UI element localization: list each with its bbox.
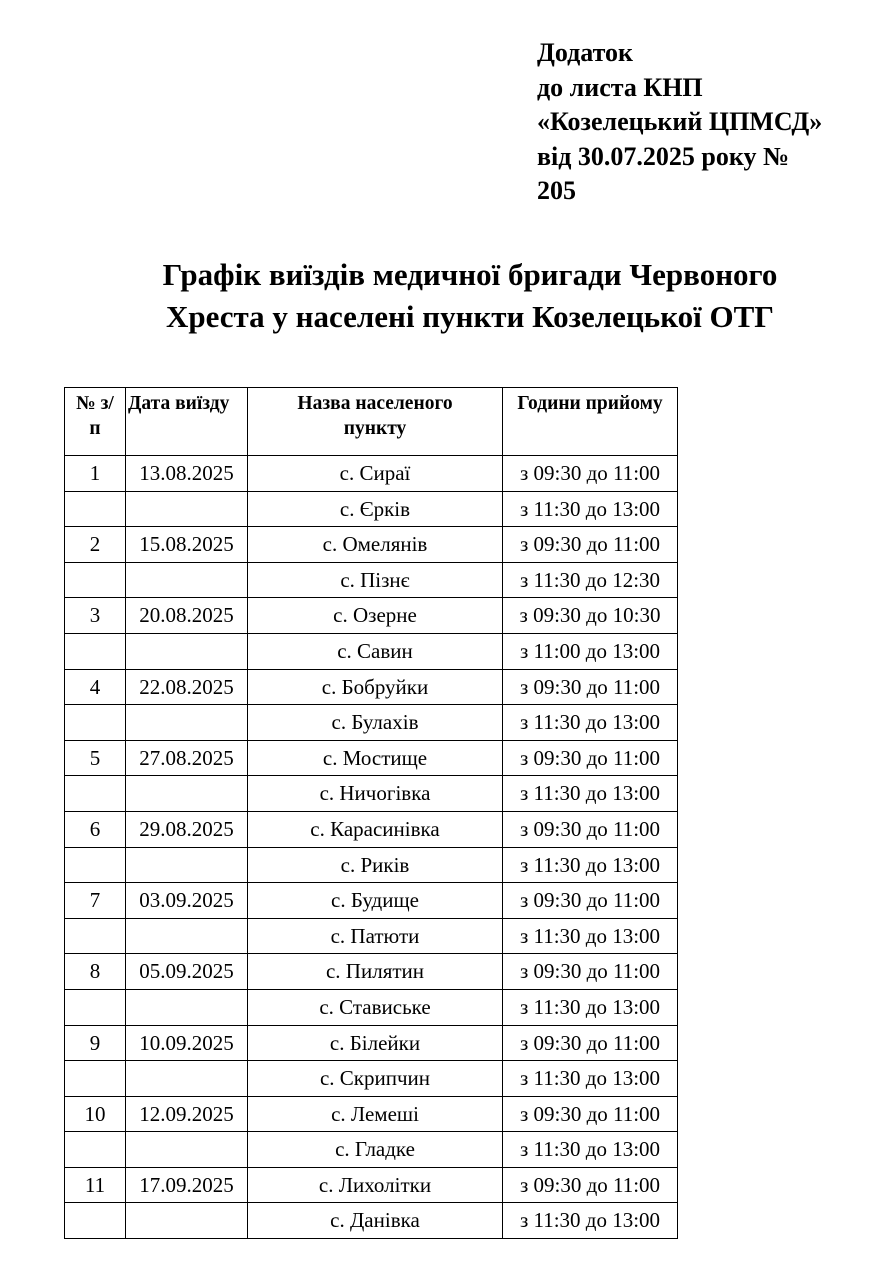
cell-hours: з 11:30 до 13:00 (503, 989, 678, 1025)
cell-date (126, 918, 248, 954)
cell-place: с. Савин (248, 633, 503, 669)
cell-place: с. Лихолітки (248, 1167, 503, 1203)
cell-date: 15.08.2025 (126, 527, 248, 563)
header-place (248, 388, 503, 456)
appendix-line: від 30.07.2025 року № (537, 141, 790, 171)
cell-hours: з 09:30 до 11:00 (503, 456, 678, 492)
table-row (65, 811, 678, 847)
cell-hours: з 11:00 до 13:00 (503, 633, 678, 669)
appendix-line: Додаток (537, 38, 634, 67)
cell-number (65, 776, 126, 812)
cell-place: с. Єрків (248, 491, 503, 527)
cell-date: 05.09.2025 (126, 954, 248, 990)
cell-hours: з 09:30 до 11:00 (503, 883, 678, 919)
cell-number: 1 (65, 456, 126, 492)
table-row (65, 989, 678, 1025)
cell-number (65, 918, 126, 954)
cell-place: с. Скрипчин (248, 1061, 503, 1097)
cell-hours: з 09:30 до 10:30 (503, 598, 678, 634)
cell-place: с. Риків (248, 847, 503, 883)
cell-date: 20.08.2025 (126, 598, 248, 634)
cell-place: с. Бобруйки (248, 669, 503, 705)
cell-place: с. Лемеші (248, 1096, 503, 1132)
table-row (65, 918, 678, 954)
table-row (65, 847, 678, 883)
table-row (65, 705, 678, 741)
header-place-line: Назва населеного (297, 393, 453, 414)
cell-number: 4 (65, 669, 126, 705)
cell-number (65, 989, 126, 1025)
cell-date (126, 491, 248, 527)
cell-hours: з 09:30 до 11:00 (503, 954, 678, 990)
table-row (65, 598, 678, 634)
table-row (65, 633, 678, 669)
cell-date: 03.09.2025 (126, 883, 248, 919)
cell-date (126, 776, 248, 812)
cell-number: 10 (65, 1096, 126, 1132)
cell-hours: з 09:30 до 11:00 (503, 1096, 678, 1132)
header-place-line: пункту (343, 418, 407, 439)
cell-number (65, 847, 126, 883)
table-row (65, 491, 678, 527)
table-row (65, 1061, 678, 1097)
header-number-line: п (89, 418, 101, 439)
table-row (65, 456, 678, 492)
cell-hours: з 11:30 до 13:00 (503, 705, 678, 741)
table-row (65, 776, 678, 812)
cell-hours: з 09:30 до 11:00 (503, 527, 678, 563)
cell-place: с. Сираї (248, 456, 503, 492)
cell-date: 17.09.2025 (126, 1167, 248, 1203)
cell-date: 27.08.2025 (126, 740, 248, 776)
table-row (65, 1096, 678, 1132)
header-number-line: № з/ (76, 393, 114, 414)
appendix-line: 205 (537, 176, 576, 205)
cell-date: 13.08.2025 (126, 456, 248, 492)
cell-place: с. Омелянів (248, 527, 503, 563)
title-line: Графік виїздів медичної бригади Червоного (162, 257, 778, 292)
cell-number (65, 1132, 126, 1168)
appendix-line: до листа КНП (537, 72, 703, 102)
cell-hours: з 11:30 до 13:00 (503, 847, 678, 883)
table-row (65, 1132, 678, 1168)
cell-number: 7 (65, 883, 126, 919)
cell-place: с. Мостище (248, 740, 503, 776)
cell-date (126, 633, 248, 669)
header-number (65, 388, 126, 456)
cell-hours: з 11:30 до 13:00 (503, 918, 678, 954)
cell-number: 3 (65, 598, 126, 634)
cell-date (126, 1132, 248, 1168)
cell-number: 11 (65, 1167, 126, 1203)
cell-date (126, 705, 248, 741)
cell-place: с. Ставиське (248, 989, 503, 1025)
cell-date (126, 847, 248, 883)
cell-number (65, 562, 126, 598)
cell-hours: з 11:30 до 13:00 (503, 491, 678, 527)
table-row (65, 669, 678, 705)
cell-hours: з 09:30 до 11:00 (503, 669, 678, 705)
appendix-line: «Козелецький ЦПМСД» (537, 107, 823, 136)
cell-hours: з 09:30 до 11:00 (503, 740, 678, 776)
cell-date: 12.09.2025 (126, 1096, 248, 1132)
table-row (65, 527, 678, 563)
table-row (65, 1025, 678, 1061)
cell-number (65, 1061, 126, 1097)
cell-place: с. Озерне (248, 598, 503, 634)
table-header-row (65, 388, 678, 456)
cell-number: 5 (65, 740, 126, 776)
cell-place: с. Карасинівка (248, 811, 503, 847)
cell-date (126, 989, 248, 1025)
cell-place: с. Пізнє (248, 562, 503, 598)
document-title (60, 254, 880, 338)
cell-place: с. Пилятин (248, 954, 503, 990)
cell-number (65, 491, 126, 527)
table-row (65, 740, 678, 776)
table-row (65, 562, 678, 598)
cell-hours: з 11:30 до 12:30 (503, 562, 678, 598)
header-hours: Години прийому (503, 388, 678, 456)
table-row (65, 1203, 678, 1239)
cell-number: 9 (65, 1025, 126, 1061)
cell-number: 2 (65, 527, 126, 563)
cell-hours: з 09:30 до 11:00 (503, 811, 678, 847)
cell-number: 6 (65, 811, 126, 847)
cell-date: 10.09.2025 (126, 1025, 248, 1061)
cell-date (126, 562, 248, 598)
cell-date: 22.08.2025 (126, 669, 248, 705)
cell-place: с. Патюти (248, 918, 503, 954)
header-date: Дата виїзду (126, 388, 248, 456)
cell-hours: з 11:30 до 13:00 (503, 776, 678, 812)
title-line: Хреста у населені пункти Козелецької ОТГ (165, 299, 775, 334)
cell-date (126, 1061, 248, 1097)
cell-date (126, 1203, 248, 1239)
cell-number (65, 633, 126, 669)
cell-number (65, 1203, 126, 1239)
schedule-table (64, 387, 678, 1239)
cell-hours: з 09:30 до 11:00 (503, 1167, 678, 1203)
cell-number: 8 (65, 954, 126, 990)
cell-place: с. Білейки (248, 1025, 503, 1061)
cell-place: с. Гладке (248, 1132, 503, 1168)
cell-place: с. Данівка (248, 1203, 503, 1239)
cell-hours: з 09:30 до 11:00 (503, 1025, 678, 1061)
cell-place: с. Булахів (248, 705, 503, 741)
cell-place: с. Будище (248, 883, 503, 919)
cell-hours: з 11:30 до 13:00 (503, 1061, 678, 1097)
appendix-note (537, 36, 877, 209)
cell-hours: з 11:30 до 13:00 (503, 1203, 678, 1239)
table-row (65, 1167, 678, 1203)
table-row (65, 954, 678, 990)
cell-date: 29.08.2025 (126, 811, 248, 847)
table-row (65, 883, 678, 919)
cell-place: с. Ничогівка (248, 776, 503, 812)
cell-hours: з 11:30 до 13:00 (503, 1132, 678, 1168)
cell-number (65, 705, 126, 741)
